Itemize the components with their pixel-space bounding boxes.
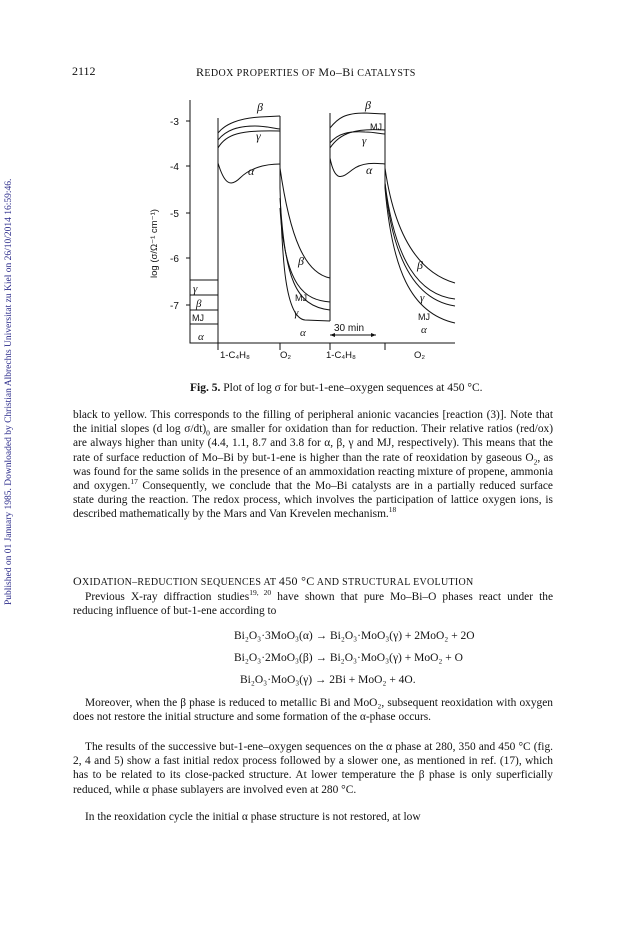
mj-curve-label: MJ bbox=[295, 293, 307, 303]
alpha-curve-label: α bbox=[366, 163, 373, 177]
conductivity-curves bbox=[218, 113, 455, 343]
paragraph-1: black to yellow. This corresponds to the filling of peripheral anionic vacancies [reaction (3)]. Note that the initial slopes (d $\log \sigma/dt)_0$ are smaller for oxidation than for reduction. Their relative ratios (red/ox) are always higher than unity (4.4, 1.1, 8.7 and 3.8 for α, β, γ and MJ, respectively). This means that the rate of surface reduction of Mo–Bi by but-1-ene is higher than the rate of reoxidation by gaseous $O_2$, as was found for the same solids in the presence of an ammoxidation reacting mixture of propene, ammonia and oxygen.$^{17}$ Consequently, we conclude that the Mo–Bi catalysts are in a partially reduced surface state during the reaction. The redox process, which involves the participation of lattice oxygen ions, is described mathematically by the Mars and Van Krevelen mechanism.$^{18}$ bbox=[73, 409, 553, 521]
gamma-curve-label: γ bbox=[420, 292, 425, 304]
y-tick-label: -7 bbox=[170, 301, 179, 312]
paragraph-4: The results of the successive but-1-ene–oxygen sequences on the α phase at 280, 350 and 450 °C (fig. 2, 4 and 5) show a fast initial redox process followed by a slower one, as mentioned in ref. (17), which has to be related to its close-packed structure. At lower temperature the β phase is only superficially reduced, while α phase sublayers are involved even at 280 °C. bbox=[73, 741, 553, 796]
sequence-label: O₂ bbox=[280, 350, 292, 361]
figure-5-plot bbox=[130, 88, 470, 378]
mj-curve-label: MJ bbox=[418, 312, 430, 322]
download-watermark bbox=[2, 90, 16, 610]
gamma-curve-label: γ bbox=[256, 129, 261, 143]
y-tick-label: -4 bbox=[170, 162, 179, 173]
sequence-label: O₂ bbox=[414, 350, 426, 361]
y-ticks bbox=[186, 121, 190, 305]
page-header bbox=[0, 64, 624, 78]
caption-text: Plot of log σ for but-1-ene–oxygen sequences at 450 °C. bbox=[220, 382, 483, 394]
alpha-curve-label: α bbox=[248, 164, 255, 178]
equation-2: Bi₂O₃·2MoO₃(β) → Bi₂O₃·MoO₃(γ) + MoO₂ + O bbox=[234, 652, 463, 664]
initial-beta-label: β bbox=[196, 298, 202, 310]
alpha-curve-label: α bbox=[300, 327, 306, 339]
alpha-curve-label: α bbox=[421, 324, 427, 336]
beta-curve-label: β bbox=[365, 98, 371, 112]
running-head: REDOX PROPERTIES OF Mo–Bi CATALYSTS bbox=[196, 65, 416, 79]
scale-bar-label: 30 min bbox=[334, 323, 365, 334]
initial-alpha-label: α bbox=[198, 331, 204, 343]
beta-curve-label: β bbox=[257, 100, 263, 114]
gamma-curve-label: γ bbox=[362, 135, 367, 147]
figure-caption bbox=[190, 382, 483, 394]
y-tick-label: -3 bbox=[170, 117, 179, 128]
download-note: Published on 01 January 1985. Downloaded by Christian Albrechts Universitat zu Kiel on 26/10/2014 16:59:46. bbox=[4, 178, 14, 605]
sequence-label: 1-C₄H₈ bbox=[220, 350, 250, 361]
paragraph-2: Previous X-ray diffraction studies$^{19, 20}$ have shown that pure Mo–Bi–O phases react under the reducing influence of but-1-ene according to bbox=[73, 588, 554, 618]
beta-curve-label: β bbox=[298, 254, 304, 268]
sequence-label: 1-C₄H₈ bbox=[326, 350, 356, 361]
paragraph-3: Moreover, when the β phase is reduced to metallic Bi and MoO₂, subsequent reoxidation with oxygen does not restore the initial structure and some formation of the α-phase occurs. bbox=[73, 697, 553, 724]
y-tick-label: -5 bbox=[170, 209, 179, 220]
beta-curve-label: β bbox=[417, 258, 423, 272]
paragraph-5: In the reoxidation cycle the initial α phase structure is not restored, at low bbox=[85, 811, 421, 823]
time-scale-bar bbox=[330, 323, 376, 337]
page-number: 2112 bbox=[72, 64, 96, 78]
initial-gamma-label: γ bbox=[193, 283, 198, 295]
equation-3: Bi₂O₃·MoO₃(γ) → 2Bi + MoO₂ + 4O. bbox=[240, 674, 416, 686]
y-tick-label: -6 bbox=[170, 254, 179, 265]
initial-mj-label: MJ bbox=[192, 313, 204, 323]
gamma-curve-label: γ bbox=[294, 307, 299, 319]
sequence-markers bbox=[218, 343, 385, 350]
y-axis-label: log (σ/Ω⁻¹ cm⁻¹) bbox=[149, 209, 160, 278]
equation-1: Bi₂O₃·3MoO₃(α) → Bi₂O₃·MoO₃(γ) + 2MoO₂ + 2O bbox=[234, 630, 475, 642]
caption-label: Fig. 5. bbox=[190, 382, 221, 394]
mj-curve-label: MJ bbox=[370, 122, 382, 132]
section-heading: OXIDATION–REDUCTION SEQUENCES AT 450 °C AND STRUCTURAL EVOLUTION bbox=[73, 574, 474, 588]
